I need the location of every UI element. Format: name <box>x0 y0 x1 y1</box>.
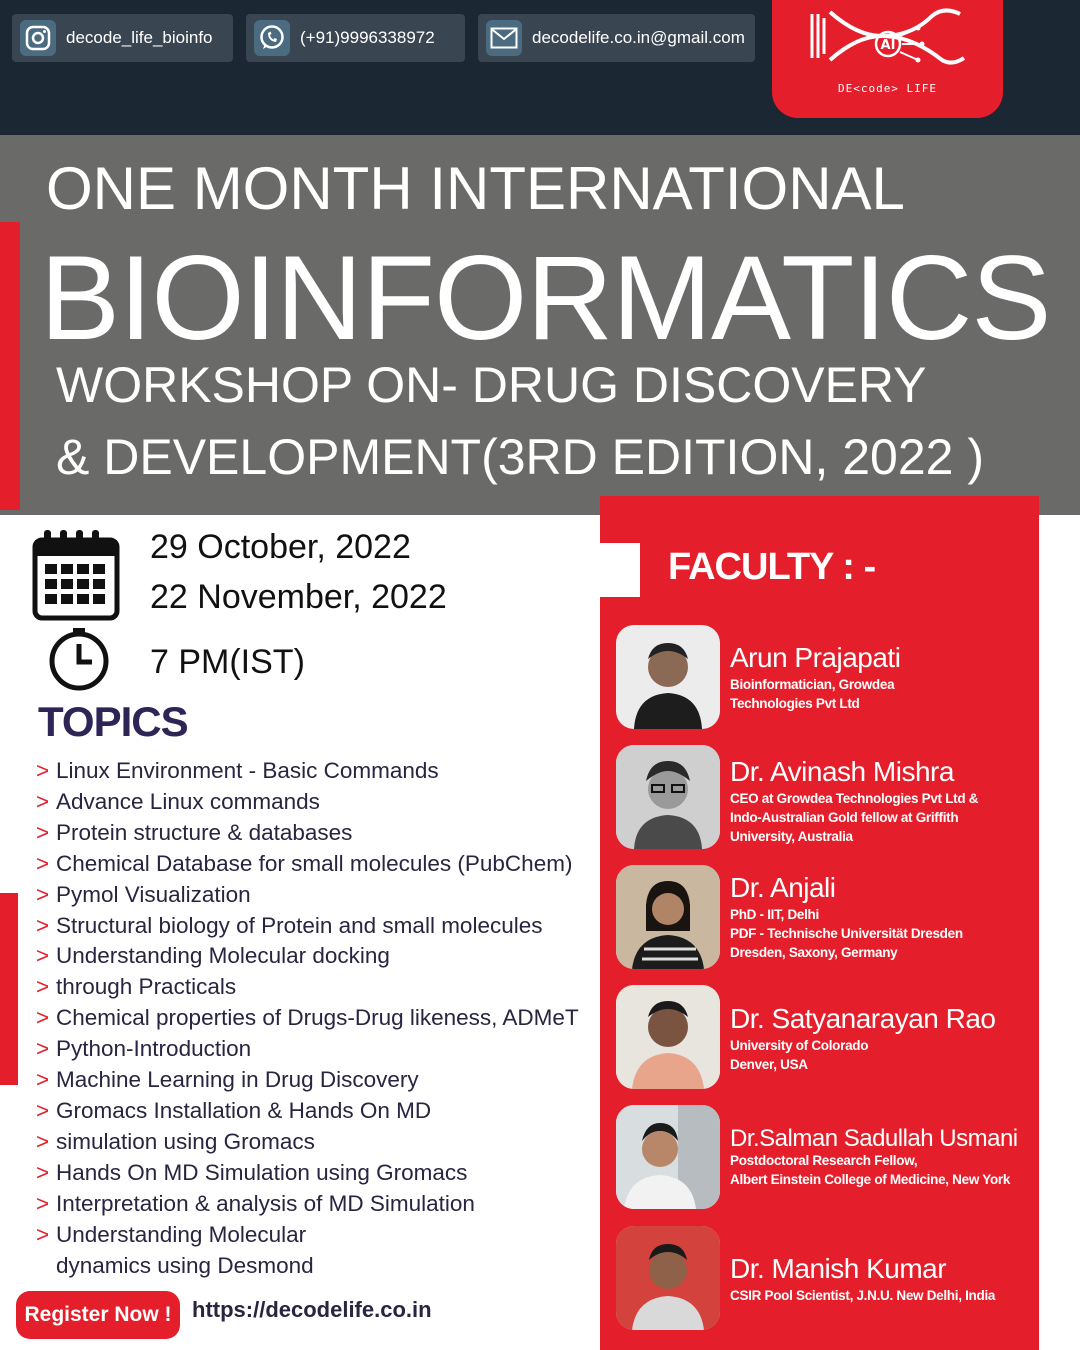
topic-item: > Interpretation & analysis of MD Simulation <box>36 1189 606 1220</box>
topic-item: > Understanding Molecular dynamics using Desmond <box>36 1221 314 1278</box>
topic-item: > Hands On MD Simulation using Gromacs <box>36 1158 606 1189</box>
faculty-name: Arun Prajapati <box>730 642 901 673</box>
faculty-photo <box>616 1105 720 1209</box>
end-date: 22 November, 2022 <box>150 578 447 616</box>
svg-text:AI: AI <box>880 38 896 53</box>
dna-logo-icon <box>772 0 1003 80</box>
topic-item: > Python-Introduction <box>36 1034 606 1065</box>
faculty-photo <box>616 625 720 729</box>
start-date: 29 October, 2022 <box>150 528 411 566</box>
title-line-3: WORKSHOP ON- DRUG DISCOVERY <box>56 357 927 413</box>
faculty-desc: PhD - IIT, Delhi PDF - Technische Universität Dresden Dresden, Saxony, Germany <box>730 907 963 960</box>
chevron-right-icon: > <box>36 1005 50 1031</box>
topic-item: > Pymol Visualization <box>36 880 606 911</box>
chevron-right-icon: > <box>36 758 50 783</box>
red-accent-bar <box>0 222 20 510</box>
faculty-desc: Bioinformatician, Growdea Technologies Pvt Ltd <box>730 677 895 711</box>
register-now-button[interactable]: Register Now ! <box>16 1291 180 1339</box>
topic-item: > Machine Learning in Drug Discovery <box>36 1065 606 1096</box>
email-address: decodelife.co.in@gmail.com <box>532 28 745 47</box>
faculty-name: Dr.Salman Sadullah Usmani <box>730 1125 1018 1152</box>
red-accent-bar-small <box>0 893 18 1085</box>
faculty-name: Dr. Manish Kumar <box>730 1253 947 1284</box>
topic-item: > Chemical Database for small molecules (PubChem) <box>36 849 606 880</box>
clock-icon <box>46 626 112 697</box>
mail-icon <box>486 20 522 56</box>
faculty-tab-notch <box>600 543 640 597</box>
faculty-name: Dr. Avinash Mishra <box>730 756 954 787</box>
chevron-right-icon: > <box>36 1036 50 1062</box>
chevron-right-icon: > <box>36 974 50 1000</box>
faculty-photo <box>616 1226 720 1330</box>
website-link[interactable]: https://decodelife.co.in <box>192 1297 432 1322</box>
topic-item: > Gromacs Installation & Hands On MD <box>36 1096 606 1127</box>
chevron-right-icon: > <box>36 788 50 814</box>
faculty-photo <box>616 985 720 1089</box>
logo-text: DE<code> LIFE <box>837 82 938 95</box>
faculty-desc: CSIR Pool Scientist, J.N.U. New Delhi, India <box>730 1288 996 1303</box>
topics-heading: TOPICS <box>38 698 188 745</box>
phone-number: (+91)9996338972 <box>300 28 435 47</box>
chevron-right-icon: > <box>36 912 50 938</box>
topic-item: > Chemical properties of Drugs-Drug likeness, ADMeT <box>36 1003 606 1034</box>
title-main: BIOINFORMATICS <box>40 231 1051 365</box>
title-line-4: & DEVELOPMENT(3RD EDITION, 2022 ) <box>56 429 985 485</box>
title-line-1: ONE MONTH INTERNATIONAL <box>46 155 905 222</box>
email-contact[interactable] <box>478 14 755 62</box>
person-icon <box>616 1105 720 1209</box>
faculty-heading: FACULTY : - <box>668 546 876 588</box>
topic-item: > Linux Environment - Basic Commands <box>36 756 606 787</box>
topic-item: > Protein structure & databases <box>36 818 606 849</box>
chevron-right-icon: > <box>36 881 50 907</box>
topic-item: > Understanding Molecular docking <box>36 941 606 972</box>
person-icon <box>616 1226 720 1330</box>
chevron-right-icon: > <box>36 850 50 876</box>
person-icon <box>616 745 720 849</box>
instagram-handle: decode_life_bioinfo <box>66 28 213 47</box>
topics-list <box>36 756 606 1281</box>
faculty-desc: CEO at Growdea Technologies Pvt Ltd & Indo-Australian Gold fellow at Griffith University, Australia <box>730 791 979 844</box>
faculty-desc: University of Colorado Denver, USA <box>730 1038 869 1072</box>
topic-item: > simulation using Gromacs <box>36 1127 606 1158</box>
chevron-right-icon: > <box>36 819 50 845</box>
chevron-right-icon: > <box>36 1128 50 1154</box>
faculty-photo <box>616 865 720 969</box>
chevron-right-icon: > <box>36 943 50 969</box>
topic-item: > Advance Linux commands <box>36 787 606 818</box>
person-icon <box>616 625 720 729</box>
phone-contact[interactable] <box>246 14 465 62</box>
instagram-contact[interactable] <box>12 14 233 62</box>
calendar-icon <box>32 528 120 627</box>
chevron-right-icon: > <box>36 1067 50 1093</box>
chevron-right-icon: > <box>36 1097 50 1123</box>
topic-item: > Structural biology of Protein and small molecules <box>36 911 606 942</box>
person-icon <box>616 865 720 969</box>
chevron-right-icon: > <box>36 1190 50 1216</box>
faculty-name: Dr. Anjali <box>730 872 836 903</box>
faculty-photo <box>616 745 720 849</box>
chevron-right-icon: > <box>36 1221 50 1247</box>
whatsapp-icon <box>254 20 290 56</box>
chevron-right-icon: > <box>36 1159 50 1185</box>
person-icon <box>616 985 720 1089</box>
topic-item: > through Practicals <box>36 972 606 1003</box>
decode-life-logo[interactable] <box>772 0 1003 118</box>
faculty-name: Dr. Satyanarayan Rao <box>730 1003 996 1034</box>
session-time: 7 PM(IST) <box>150 643 305 681</box>
instagram-icon <box>20 20 56 56</box>
faculty-desc: Postdoctoral Research Fellow, Albert Einstein College of Medicine, New York <box>730 1153 1011 1187</box>
